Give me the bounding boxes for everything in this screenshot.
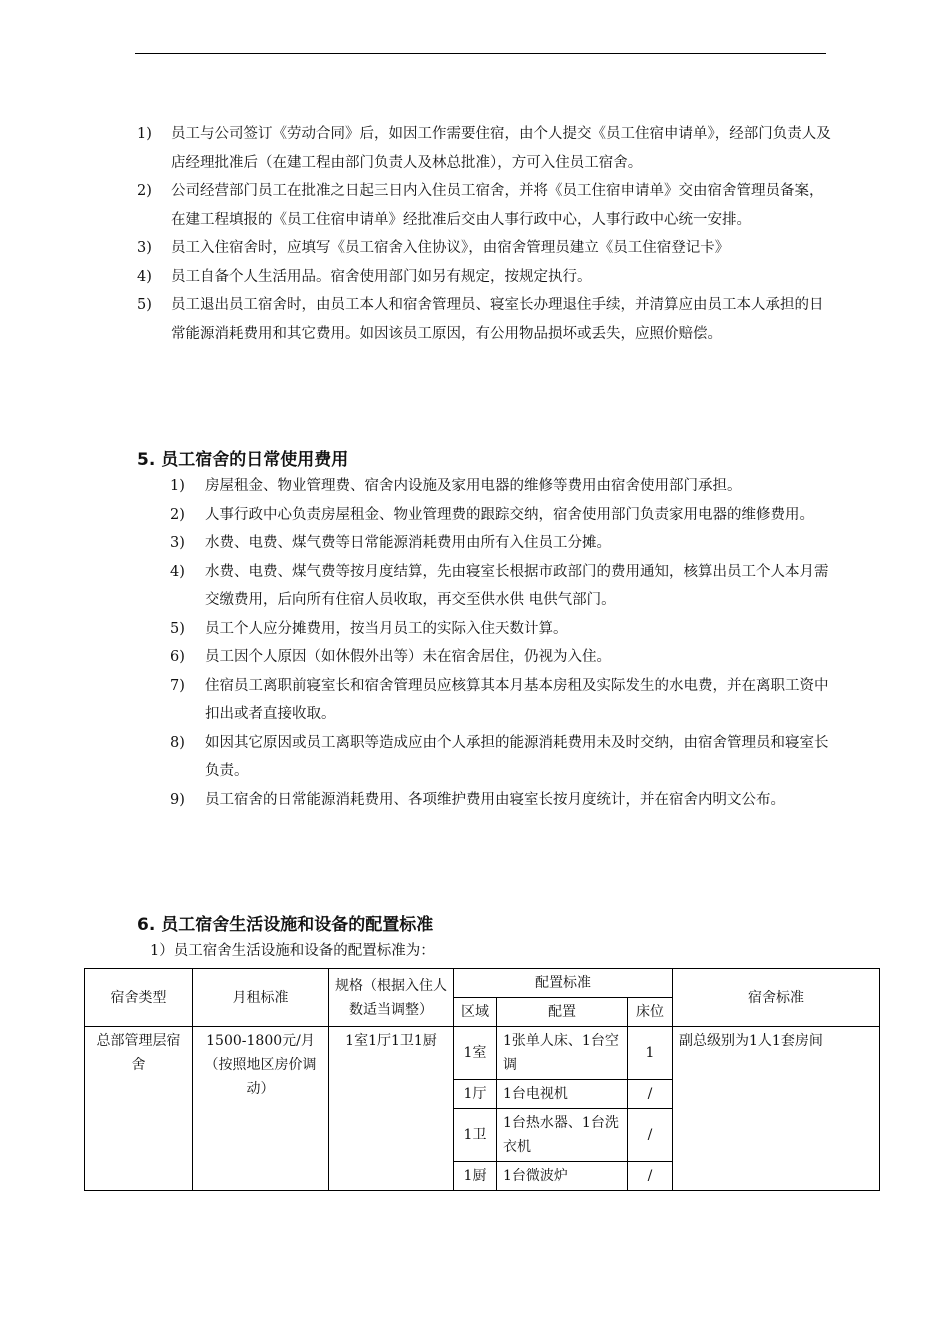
item-number: 7) xyxy=(170,677,185,694)
list-item xyxy=(170,615,830,644)
item-text: 员工入住宿舍时，应填写《员工宿舍入住协议》，由宿舍管理员建立《员工住宿登记卡》 xyxy=(171,240,730,256)
header-spec: 规格（根据入住人数适当调整） xyxy=(329,969,454,1027)
item-text: 员工因个人原因（如休假外出等）未在宿舍居住，仍视为入住。 xyxy=(205,649,611,665)
cell-area: 1厨 xyxy=(454,1162,497,1191)
item-number: 9) xyxy=(170,791,185,808)
item-number: 5) xyxy=(170,620,185,637)
item-text: 员工宿舍的日常能源消耗费用、各项维护费用由寝室长按月度统计，并在宿舍内明文公布。 xyxy=(205,791,785,808)
header-config-standard: 配置标准 xyxy=(454,969,673,998)
cell-equipment: 1张单人床、1台空调 xyxy=(497,1027,628,1080)
cell-beds: / xyxy=(628,1080,673,1109)
cell-area: 1卫 xyxy=(454,1109,497,1162)
header-monthly-rent: 月租标准 xyxy=(193,969,329,1027)
header-dorm-standard: 宿舍标准 xyxy=(673,969,880,1027)
dormitory-config-table xyxy=(84,968,880,1191)
cell-spec: 1室1厅1卫1厨 xyxy=(329,1027,454,1191)
item-text: 员工退出员工宿舍时，由员工本人和宿舍管理员、寝室长办理退住手续，并清算应由员工本人承担的日常能源消耗费用和其它费用。如因该员工原因，有公用物品损坏或丢失，应照价赔偿。 xyxy=(171,297,824,342)
item-text: 水费、电费、煤气费等按月度结算，先由寝室长根据市政部门的费用通知，核算出员工个人本月需交缴费用，后向所有住宿人员收取，再交至供水供 电供气部门。 xyxy=(205,563,829,608)
cell-area: 1室 xyxy=(454,1027,497,1080)
header-dorm-type: 宿舍类型 xyxy=(85,969,193,1027)
cell-dorm-standard: 副总级别为1人1套房间 xyxy=(673,1027,880,1191)
item-number: 1) xyxy=(137,126,152,142)
list-item xyxy=(170,558,830,615)
item-text: 住宿员工离职前寝室长和宿舍管理员应核算其本月基本房租及实际发生的水电费，并在离职工资中扣出或者直接收取。 xyxy=(205,677,829,722)
header-beds: 床位 xyxy=(628,998,673,1027)
item-text: 水费、电费、煤气费等日常能源消耗费用由所有入住员工分摊。 xyxy=(205,535,611,551)
cell-dorm-type: 总部管理层宿舍 xyxy=(85,1027,193,1191)
header-equipment: 配置 xyxy=(497,998,628,1027)
list-item xyxy=(170,472,830,501)
item-text: 员工自备个人生活用品。宿舍使用部门如另有规定，按规定执行。 xyxy=(171,268,592,285)
admission-rules-list xyxy=(137,120,837,348)
cell-area: 1厅 xyxy=(454,1080,497,1109)
item-number: 2) xyxy=(137,183,152,199)
list-item xyxy=(137,120,837,177)
item-number: 3) xyxy=(137,240,152,256)
header-area: 区域 xyxy=(454,998,497,1027)
item-text: 员工与公司签订《劳动合同》后，如因工作需要住宿，由个人提交《员工住宿申请单》，经部门负责人及店经理批准后（在建工程由部门负责人及林总批准），方可入住员工宿舍。 xyxy=(171,126,831,171)
cell-equipment: 1台热水器、1台洗衣机 xyxy=(497,1109,628,1162)
cell-beds: / xyxy=(628,1109,673,1162)
table-intro-note: 1）员工宿舍生活设施和设备的配置标准为： xyxy=(150,943,435,959)
item-number: 1) xyxy=(170,478,185,494)
item-text: 员工个人应分摊费用，按当月员工的实际入住天数计算。 xyxy=(205,620,568,637)
header-rule xyxy=(135,53,826,54)
item-number: 2) xyxy=(170,506,185,523)
table-row xyxy=(85,1027,880,1080)
item-number: 8) xyxy=(170,734,185,751)
list-item xyxy=(170,672,830,729)
list-item xyxy=(170,786,830,815)
item-number: 6) xyxy=(170,649,185,665)
list-item xyxy=(137,291,837,348)
item-number: 3) xyxy=(170,535,185,551)
item-text: 如因其它原因或员工离职等造成应由个人承担的能源消耗费用未及时交纳，由宿舍管理员和寝室长负责。 xyxy=(205,734,829,779)
cell-monthly-rent: 1500-1800元/月（按照地区房价调动） xyxy=(193,1027,329,1191)
cell-beds: 1 xyxy=(628,1027,673,1080)
list-item xyxy=(170,643,830,672)
item-text: 人事行政中心负责房屋租金、物业管理费的跟踪交纳，宿舍使用部门负责家用电器的维修费用。 xyxy=(205,506,814,523)
cell-equipment: 1台微波炉 xyxy=(497,1162,628,1191)
section-5-heading: 5. 员工宿舍的日常使用费用 xyxy=(137,450,349,470)
list-item xyxy=(170,501,830,530)
list-item xyxy=(170,729,830,786)
usage-fees-list xyxy=(170,472,830,814)
item-number: 4) xyxy=(137,268,152,285)
list-item xyxy=(137,234,837,263)
item-number: 5) xyxy=(137,297,152,313)
cell-beds: / xyxy=(628,1162,673,1191)
item-text: 公司经营部门员工在批准之日起三日内入住员工宿舍，并将《员工住宿申请单》交由宿舍管理员备案，在建工程填报的《员工住宿申请单》经批准后交由人事行政中心，人事行政中心统一安排。 xyxy=(171,183,824,228)
list-item xyxy=(170,529,830,558)
section-6-heading: 6. 员工宿舍生活设施和设备的配置标准 xyxy=(137,915,434,935)
item-text: 房屋租金、物业管理费、宿舍内设施及家用电器的维修等费用由宿舍使用部门承担。 xyxy=(205,478,742,494)
table-header-row xyxy=(85,969,880,998)
list-item xyxy=(137,263,837,292)
list-item xyxy=(137,177,837,234)
item-number: 4) xyxy=(170,563,185,580)
cell-equipment: 1台电视机 xyxy=(497,1080,628,1109)
